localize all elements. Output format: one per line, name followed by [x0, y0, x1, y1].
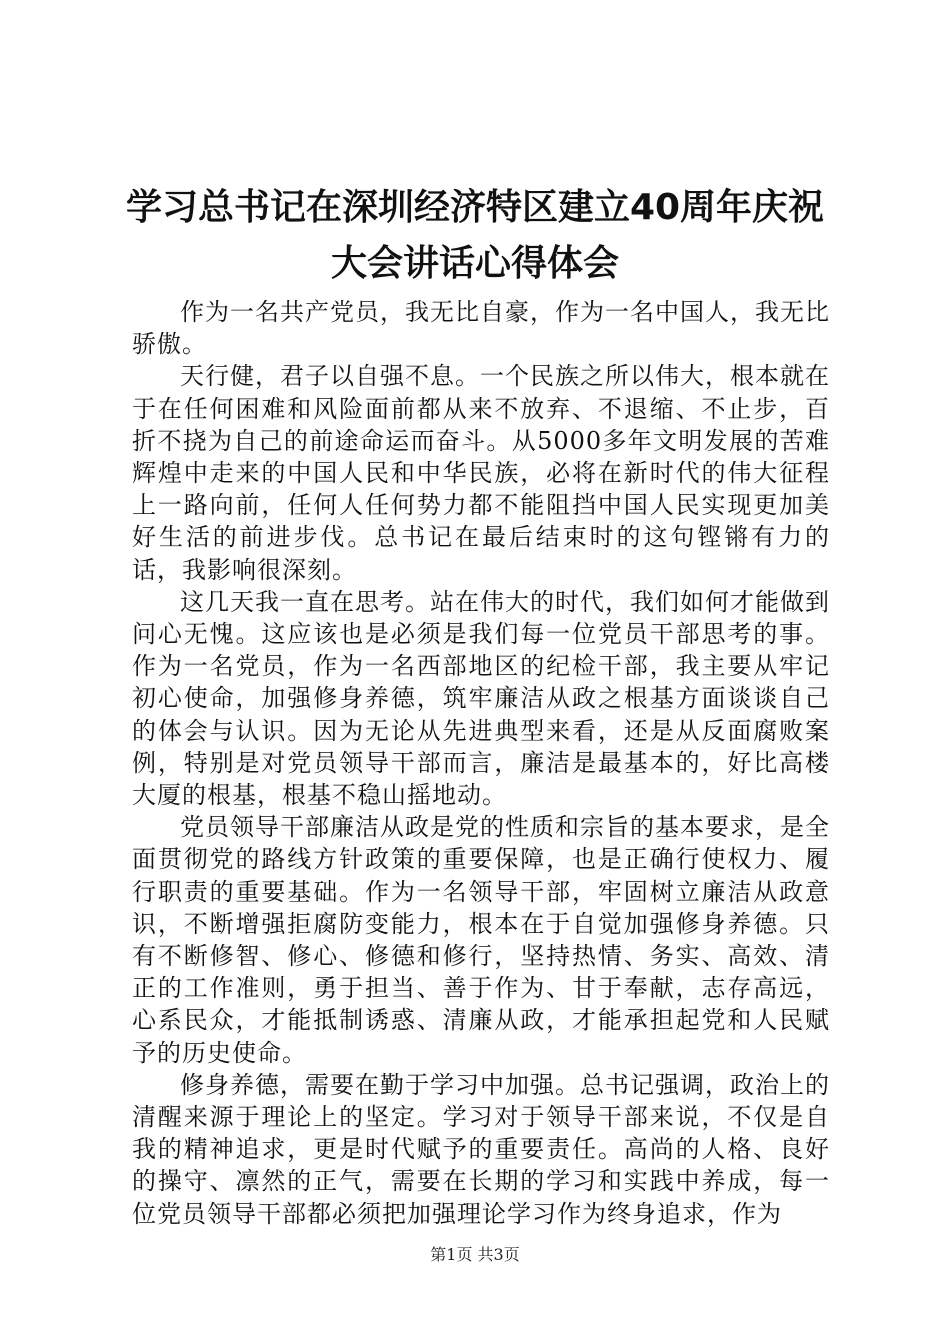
paragraph: 这几天我一直在思考。站在伟大的时代，我们如何才能做到问心无愧。这应该也是必须是我们每一位党员干部思考的事。作为一名党员，作为一名西部地区的纪检干部，我主要从牢记初心使命，加强修身养德，筑牢廉洁从政之根基方面谈谈自己的体会与认识。因为无论从先进典型来看，还是从反面腐败案例，特别是对党员领导干部而言，廉洁是最基本的，好比高楼大厦的根基，根基不稳山摇地动。 [132, 587, 830, 810]
document-title-line-2: 大会讲话心得体会 [330, 243, 619, 284]
paragraph: 党员领导干部廉洁从政是党的性质和宗旨的基本要求，是全面贯彻党的路线方针政策的重要保障，也是正确行使权力、履行职责的重要基础。作为一名领导干部，牢固树立廉洁从政意识，不断增强拒腐防变能力，根本在于自觉加强修身养德。只有不断修智、修心、修德和修行，坚持热情、务实、高效、清正的工作准则，勇于担当、善于作为、甘于奉献，志存高远，心系民众，才能抵制诱惑、清廉从政，才能承担起党和人民赋予的历史使命。 [132, 813, 830, 1067]
paragraph: 修身养德，需要在勤于学习中加强。总书记强调，政治上的清醒来源于理论上的坚定。学习对于领导干部来说，不仅是自我的精神追求，更是时代赋予的重要责任。高尚的人格、良好的操守、凛然的正气，需要在长期的学习和实践中养成，每一位党员领导干部都必须把加强理论学习作为终身追求，作为 [132, 1070, 830, 1228]
document-title-line-1: 学习总书记在深圳经济特区建立40周年庆祝 [125, 187, 825, 228]
document-body [132, 296, 830, 1230]
page-number-footer: 第1页 共3页 [430, 1245, 520, 1264]
paragraph: 作为一名共产党员，我无比自豪，作为一名中国人，我无比骄傲。 [132, 298, 830, 359]
paragraph: 天行健，君子以自强不息。一个民族之所以伟大，根本就在于在任何困难和风险面前都从来不放弃、不退缩、不止步，百折不挠为自己的前途命运而奋斗。从5000多年文明发展的苦难辉煌中走来的中国人民和中华民族，必将在新时代的伟大征程上一路向前，任何人任何势力都不能阻挡中国人民实现更加美好生活的前进步伐。总书记在最后结束时的这句铿锵有力的话，我影响很深刻。 [132, 362, 830, 584]
